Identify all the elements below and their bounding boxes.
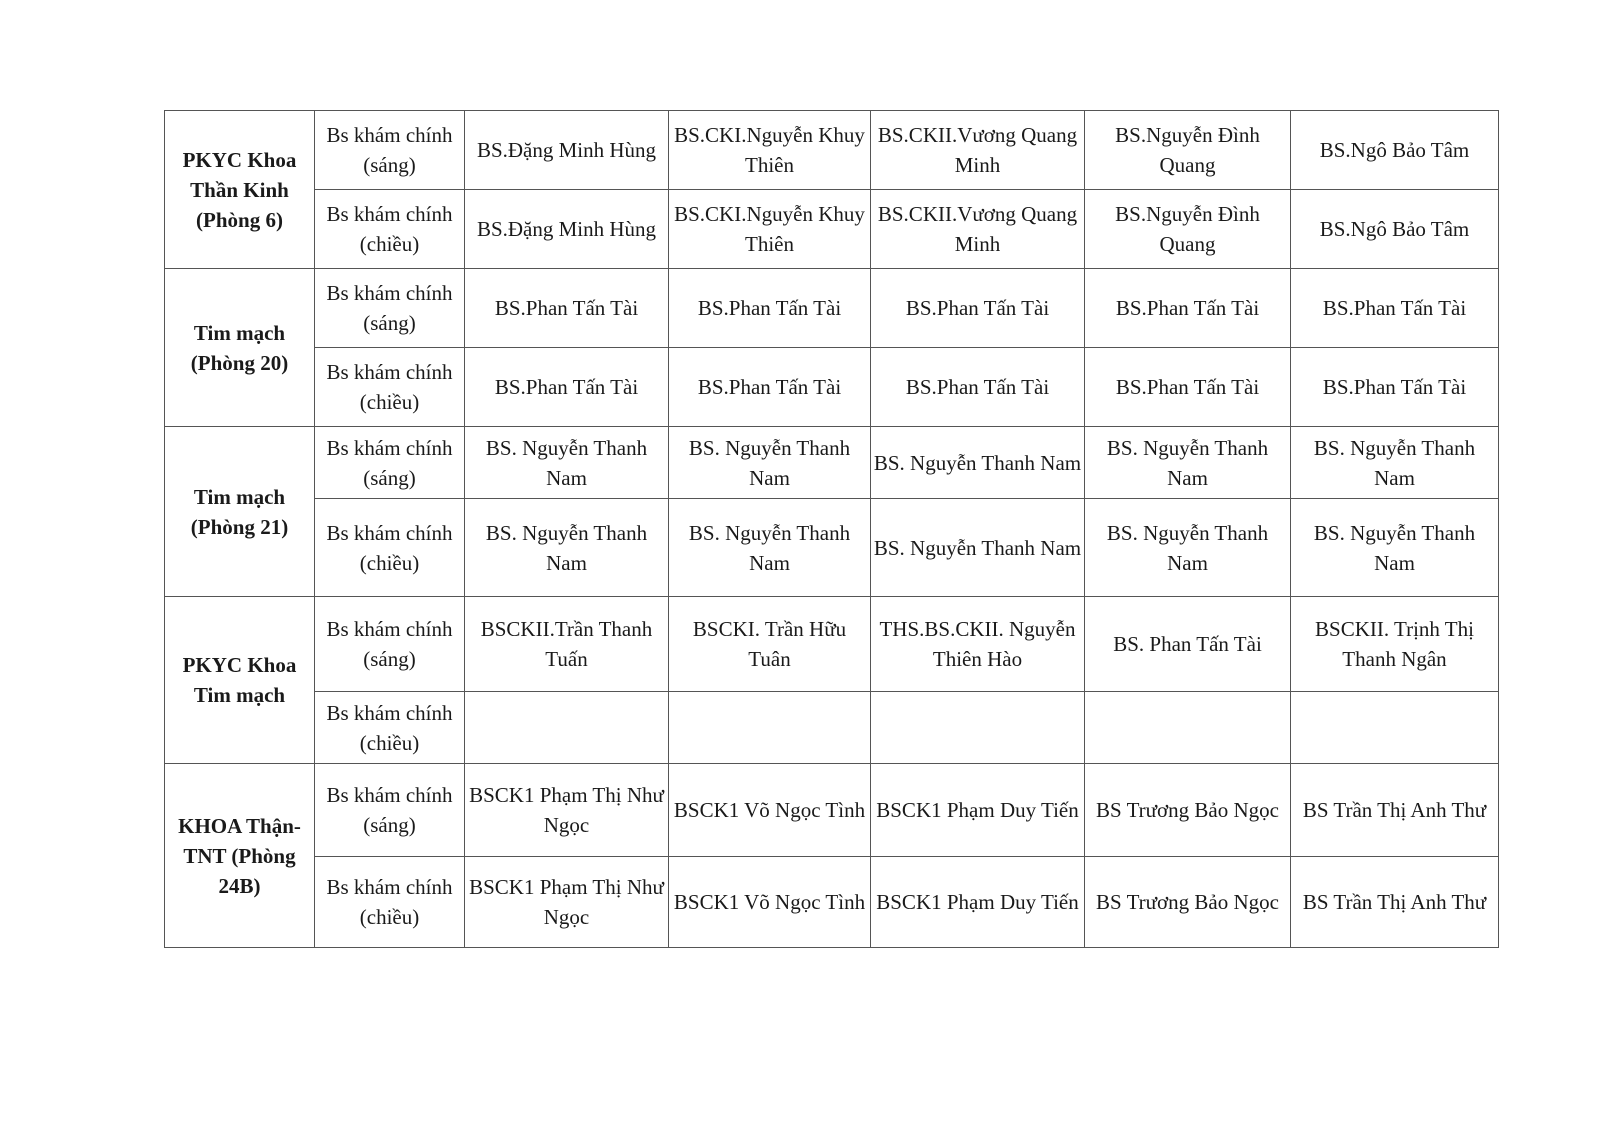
doctor-cell: BS.Phan Tấn Tài	[1085, 348, 1291, 427]
doctor-cell: BS.Phan Tấn Tài	[871, 348, 1085, 427]
doctor-cell: BS.Phan Tấn Tài	[1291, 348, 1499, 427]
table-row	[165, 190, 1499, 269]
table-row	[165, 427, 1499, 499]
department-cell: Tim mạch (Phòng 21)	[165, 427, 315, 597]
doctor-cell: BS Trần Thị Anh Thư	[1291, 764, 1499, 857]
doctor-cell: BS.Ngô Bảo Tâm	[1291, 190, 1499, 269]
department-cell: Tim mạch (Phòng 20)	[165, 269, 315, 427]
shift-cell: Bs khám chính (sáng)	[315, 427, 465, 499]
doctor-cell: BS. Nguyễn Thanh Nam	[1085, 499, 1291, 597]
doctor-cell: BS.Phan Tấn Tài	[871, 269, 1085, 348]
doctor-cell: BSCK1 Võ Ngọc Tình	[669, 857, 871, 948]
doctor-cell: BS Trần Thị Anh Thư	[1291, 857, 1499, 948]
doctor-cell: BS.CKI.Nguyễn Khuy Thiên	[669, 190, 871, 269]
doctor-cell: THS.BS.CKII. Nguyễn Thiên Hào	[871, 597, 1085, 692]
department-cell: PKYC Khoa Thần Kinh (Phòng 6)	[165, 111, 315, 269]
doctor-cell: BSCK1 Phạm Duy Tiến	[871, 764, 1085, 857]
department-cell: PKYC Khoa Tim mạch	[165, 597, 315, 764]
doctor-cell: BS.Đặng Minh Hùng	[465, 190, 669, 269]
doctor-cell	[669, 692, 871, 764]
doctor-cell: BS.Phan Tấn Tài	[465, 348, 669, 427]
doctor-cell: BS. Nguyễn Thanh Nam	[871, 499, 1085, 597]
table-row	[165, 348, 1499, 427]
doctor-cell: BS.Đặng Minh Hùng	[465, 111, 669, 190]
doctor-cell: BS Trương Bảo Ngọc	[1085, 764, 1291, 857]
doctor-cell: BS.Phan Tấn Tài	[465, 269, 669, 348]
shift-cell: Bs khám chính (sáng)	[315, 269, 465, 348]
doctor-cell: BS.CKII.Vương Quang Minh	[871, 111, 1085, 190]
doctor-cell: BS. Nguyễn Thanh Nam	[1085, 427, 1291, 499]
doctor-cell	[465, 692, 669, 764]
doctor-cell: BS. Nguyễn Thanh Nam	[465, 499, 669, 597]
doctor-cell: BSCK1 Phạm Thị Như Ngọc	[465, 764, 669, 857]
doctor-cell: BSCKI. Trần Hữu Tuân	[669, 597, 871, 692]
doctor-cell: BS.Phan Tấn Tài	[669, 348, 871, 427]
doctor-cell	[1291, 692, 1499, 764]
shift-cell: Bs khám chính (chiều)	[315, 499, 465, 597]
table-row	[165, 764, 1499, 857]
shift-cell: Bs khám chính (chiều)	[315, 857, 465, 948]
doctor-cell: BS. Nguyễn Thanh Nam	[1291, 499, 1499, 597]
doctor-cell: BS. Nguyễn Thanh Nam	[669, 427, 871, 499]
doctor-cell: BS.Nguyễn Đình Quang	[1085, 190, 1291, 269]
shift-cell: Bs khám chính (sáng)	[315, 111, 465, 190]
table-row	[165, 111, 1499, 190]
doctor-cell	[1085, 692, 1291, 764]
table-row	[165, 597, 1499, 692]
doctor-cell	[871, 692, 1085, 764]
doctor-schedule-table	[164, 110, 1499, 948]
doctor-cell: BSCKII.Trần Thanh Tuấn	[465, 597, 669, 692]
table-row	[165, 269, 1499, 348]
doctor-cell: BS.CKII.Vương Quang Minh	[871, 190, 1085, 269]
table-row	[165, 692, 1499, 764]
shift-cell: Bs khám chính (chiều)	[315, 348, 465, 427]
doctor-cell: BSCK1 Phạm Thị Như Ngọc	[465, 857, 669, 948]
doctor-cell: BSCK1 Võ Ngọc Tình	[669, 764, 871, 857]
doctor-cell: BS. Nguyễn Thanh Nam	[1291, 427, 1499, 499]
doctor-cell: BS.CKI.Nguyễn Khuy Thiên	[669, 111, 871, 190]
table-row	[165, 499, 1499, 597]
doctor-cell: BS. Nguyễn Thanh Nam	[669, 499, 871, 597]
doctor-cell: BSCKII. Trịnh Thị Thanh Ngân	[1291, 597, 1499, 692]
doctor-cell: BS. Nguyễn Thanh Nam	[871, 427, 1085, 499]
shift-cell: Bs khám chính (sáng)	[315, 597, 465, 692]
doctor-cell: BSCK1 Phạm Duy Tiến	[871, 857, 1085, 948]
shift-cell: Bs khám chính (chiều)	[315, 692, 465, 764]
doctor-cell: BS.Phan Tấn Tài	[1085, 269, 1291, 348]
doctor-cell: BS Trương Bảo Ngọc	[1085, 857, 1291, 948]
doctor-cell: BS. Nguyễn Thanh Nam	[465, 427, 669, 499]
doctor-cell: BS.Nguyễn Đình Quang	[1085, 111, 1291, 190]
shift-cell: Bs khám chính (chiều)	[315, 190, 465, 269]
table-row	[165, 857, 1499, 948]
doctor-cell: BS.Phan Tấn Tài	[669, 269, 871, 348]
doctor-cell: BS. Phan Tấn Tài	[1085, 597, 1291, 692]
shift-cell: Bs khám chính (sáng)	[315, 764, 465, 857]
department-cell: KHOA Thận-TNT (Phòng 24B)	[165, 764, 315, 948]
doctor-cell: BS.Ngô Bảo Tâm	[1291, 111, 1499, 190]
doctor-cell: BS.Phan Tấn Tài	[1291, 269, 1499, 348]
